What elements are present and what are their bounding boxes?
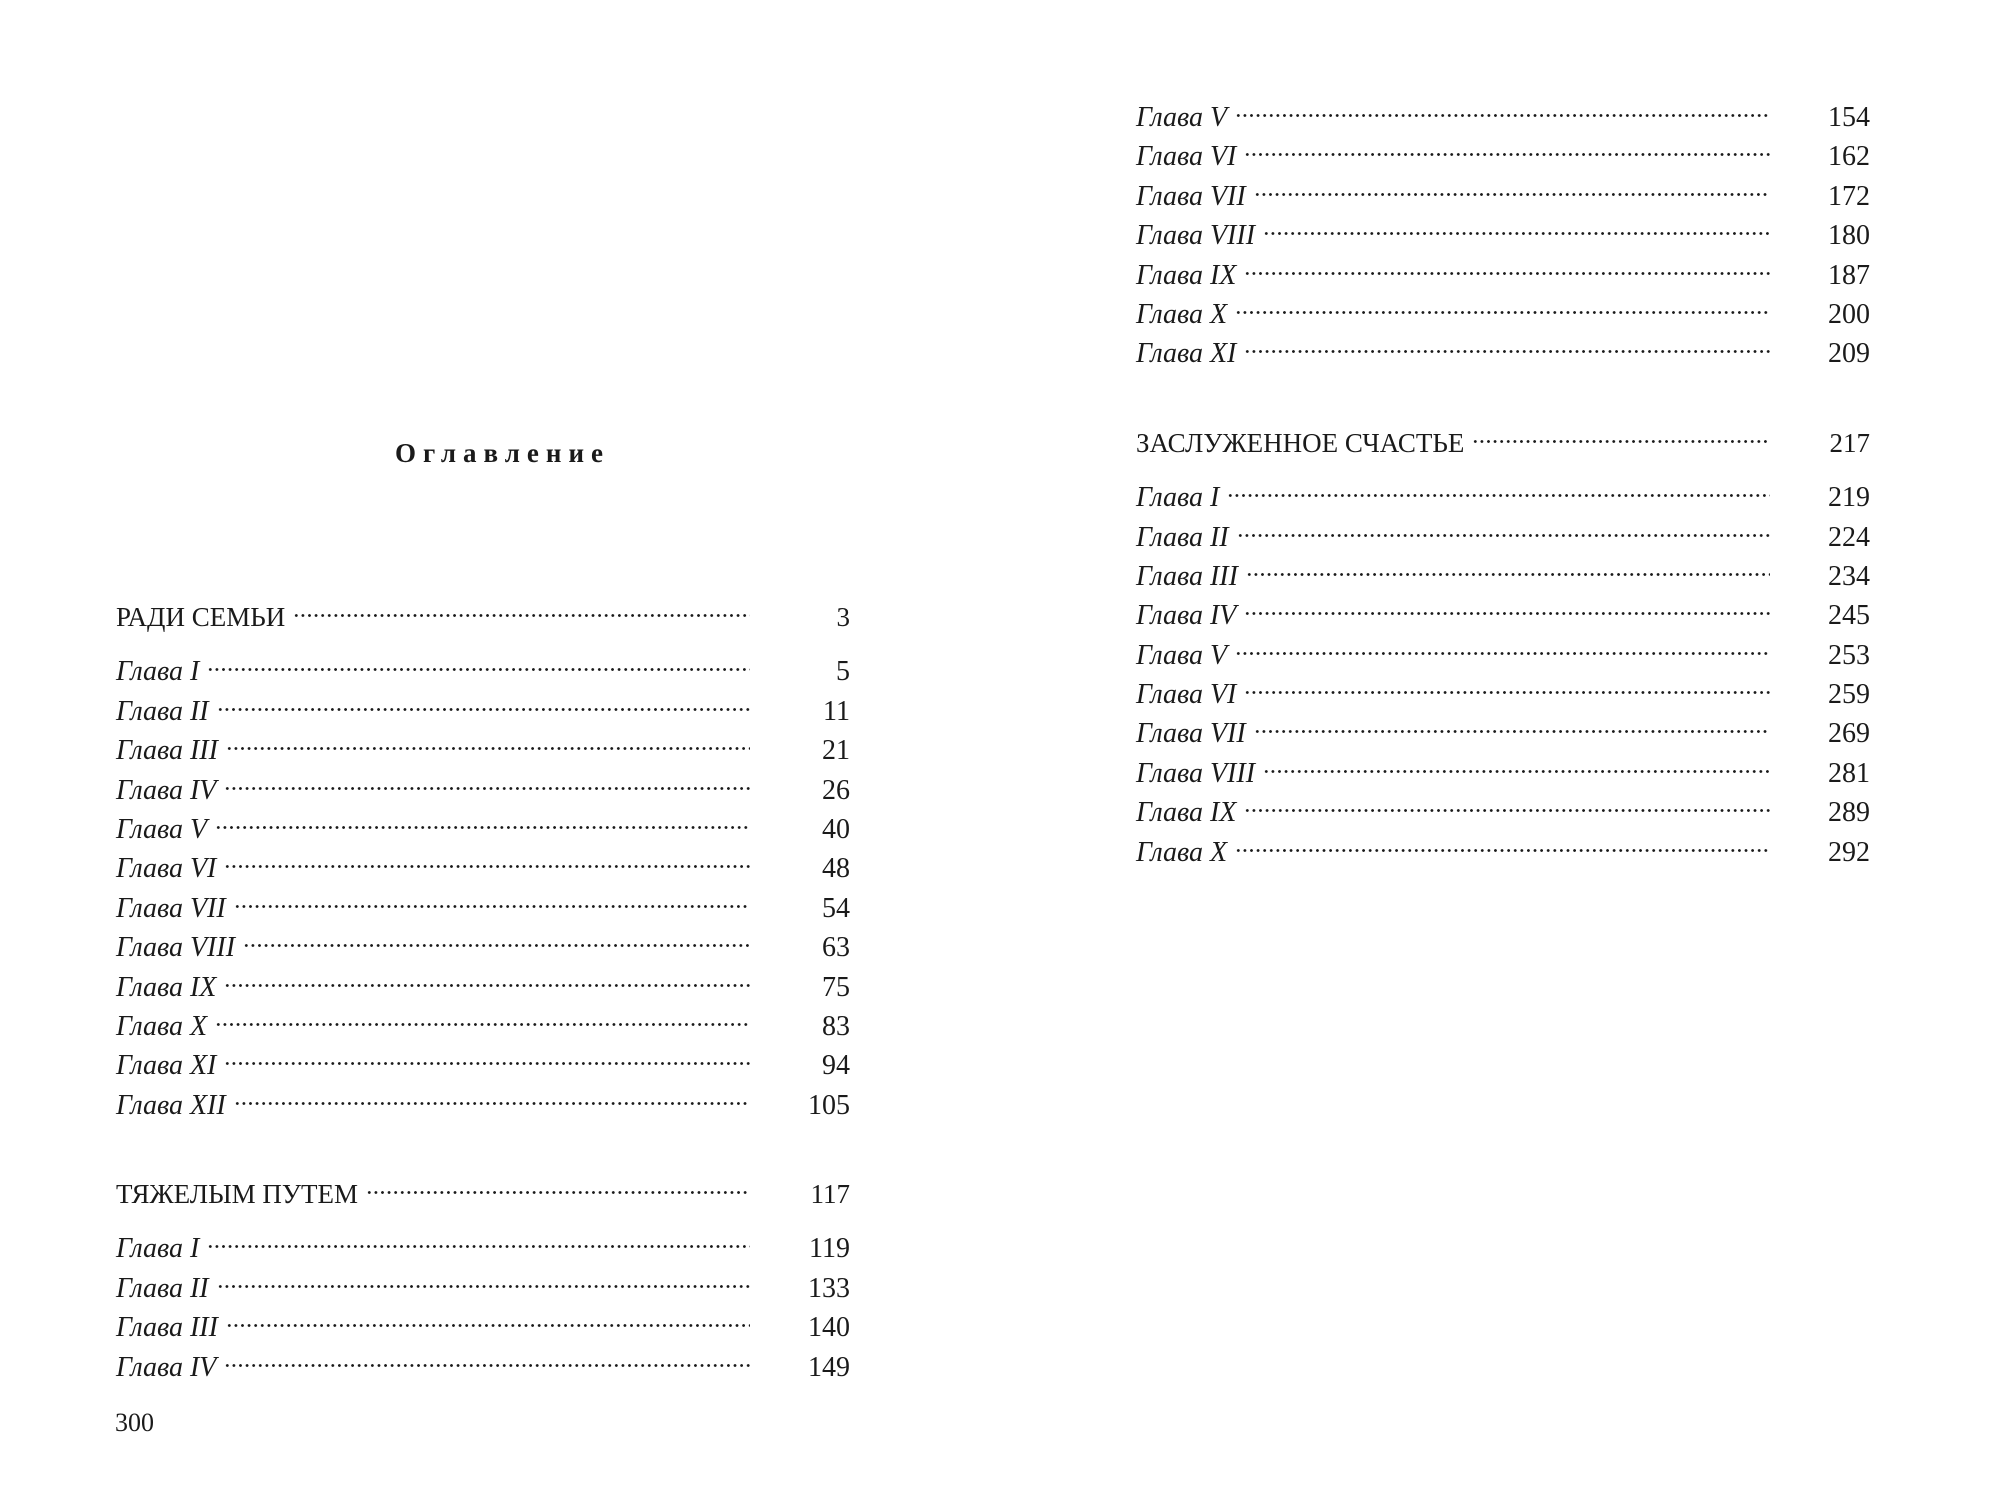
page-number: 187 (1828, 259, 1870, 291)
dot-leader (226, 720, 750, 759)
dot-leader (217, 1258, 750, 1297)
page-number: 48 (822, 853, 850, 885)
toc-chapter-entry[interactable] (116, 1035, 850, 1082)
chapter-title: Глава III (116, 735, 218, 767)
chapter-title: Глава VIII (116, 932, 236, 964)
page-number: 40 (822, 813, 850, 845)
page-number: 234 (1828, 560, 1870, 592)
toc-chapter-entry[interactable] (1136, 507, 1870, 553)
toc-chapter-entry[interactable] (1136, 87, 1870, 133)
toc-list-right (1136, 87, 1870, 868)
toc-chapter-entry[interactable] (116, 838, 850, 885)
chapter-title: Глава XI (1136, 338, 1237, 370)
dot-leader (224, 1337, 750, 1376)
page-number: 83 (822, 1010, 850, 1042)
chapter-title: Глава I (116, 656, 200, 688)
chapter-title: Глава XII (116, 1089, 226, 1121)
dot-leader (1263, 743, 1770, 782)
page-number: 154 (1828, 102, 1870, 133)
dot-leader (207, 1218, 750, 1257)
chapter-title: Глава X (116, 1010, 208, 1042)
toc-chapter-entry[interactable] (1136, 546, 1870, 592)
part-title: ТЯЖЕЛЫМ ПУТЕМ (116, 1179, 359, 1210)
chapter-title: Глава IV (116, 774, 217, 806)
dot-leader (1235, 625, 1770, 664)
chapter-title: Глава I (1136, 482, 1220, 514)
dot-leader (1263, 205, 1770, 244)
part-title: ЗАСЛУЖЕННОЕ СЧАСТЬЕ (1136, 427, 1465, 458)
chapter-title: Глава II (116, 695, 209, 727)
chapter-title: Глава VI (1136, 679, 1237, 711)
dot-leader (1244, 126, 1770, 165)
dot-leader (366, 1164, 750, 1203)
chapter-title: Глава IV (1136, 600, 1237, 632)
dot-leader (217, 681, 750, 720)
chapter-title: Глава IX (1136, 259, 1237, 291)
chapter-title: Глава X (1136, 836, 1228, 868)
page-number: 117 (810, 1179, 850, 1210)
page-number: 3 (836, 602, 850, 632)
page-number: 269 (1828, 718, 1870, 750)
page-number: 172 (1828, 180, 1870, 212)
page-number: 133 (808, 1272, 850, 1304)
page-number: 245 (1828, 600, 1870, 632)
toc-chapter-entry[interactable] (116, 1297, 850, 1344)
page-number: 75 (822, 971, 850, 1003)
chapter-title: Глава II (1136, 521, 1229, 553)
page-number: 217 (1829, 427, 1870, 458)
chapter-title: Глава XI (116, 1050, 217, 1082)
toc-chapter-entry[interactable] (116, 720, 850, 767)
page-folio: 300 (115, 1408, 154, 1437)
dot-leader (207, 641, 750, 680)
dot-leader (1244, 245, 1770, 284)
dot-leader (224, 760, 750, 799)
toc-title: Оглавление (395, 438, 610, 468)
chapter-title: Глава V (1136, 639, 1228, 671)
dot-leader (1254, 703, 1770, 742)
toc-list-left (116, 587, 850, 1383)
dot-leader (1244, 782, 1770, 821)
page-number: 200 (1828, 298, 1870, 330)
chapter-title: Глава X (1136, 298, 1228, 330)
toc-chapter-entry[interactable] (1136, 323, 1870, 370)
toc-chapter-entry[interactable] (116, 1337, 850, 1383)
toc-chapter-entry[interactable] (116, 681, 850, 727)
chapter-title: Глава III (1136, 560, 1238, 592)
chapter-title: Глава V (116, 813, 208, 845)
chapter-title: Глава IX (116, 971, 217, 1003)
chapter-title: Глава V (1136, 102, 1228, 133)
dot-leader (1244, 664, 1770, 703)
part-title: РАДИ СЕМЬИ (116, 602, 286, 632)
toc-chapter-entry[interactable] (1136, 782, 1870, 829)
dot-leader (1472, 413, 1770, 452)
toc-chapter-entry[interactable] (1136, 126, 1870, 173)
toc-chapter-entry[interactable] (1136, 703, 1870, 750)
dot-leader (1244, 323, 1770, 362)
page-number: 209 (1828, 338, 1870, 370)
page-number: 289 (1828, 797, 1870, 829)
spacer (1136, 363, 1870, 413)
toc-chapter-entry[interactable] (116, 1258, 850, 1304)
chapter-title: Глава VI (1136, 141, 1237, 173)
page-number: 162 (1828, 141, 1870, 173)
toc-chapter-entry[interactable] (1136, 166, 1870, 212)
page-number: 253 (1828, 639, 1870, 671)
toc-part-entry[interactable] (1136, 413, 1870, 458)
chapter-title: Глава IX (1136, 797, 1237, 829)
page-number: 140 (808, 1312, 850, 1344)
dot-leader (224, 1035, 750, 1074)
page-number: 180 (1828, 220, 1870, 252)
chapter-title: Глава VIII (1136, 757, 1256, 789)
chapter-title: Глава VII (1136, 180, 1246, 212)
page-number: 105 (808, 1089, 850, 1121)
dot-leader (215, 799, 750, 838)
page-number: 5 (836, 656, 850, 688)
dot-leader (1244, 585, 1770, 624)
chapter-title: Глава VII (1136, 718, 1246, 750)
chapter-title: Глава VIII (1136, 220, 1256, 252)
page-number: 292 (1828, 836, 1870, 868)
toc-chapter-entry[interactable] (116, 1218, 850, 1265)
dot-leader (243, 917, 750, 956)
page-number: 26 (822, 774, 850, 806)
dot-leader (1246, 546, 1770, 585)
page-number: 21 (822, 735, 850, 767)
toc-chapter-entry[interactable] (1136, 625, 1870, 671)
page-number: 11 (823, 695, 850, 727)
dot-leader (1235, 822, 1770, 861)
toc-chapter-entry[interactable] (1136, 664, 1870, 711)
chapter-title: Глава I (116, 1233, 200, 1265)
dot-leader (224, 838, 750, 877)
dot-leader (226, 1297, 750, 1336)
toc-chapter-entry[interactable] (1136, 284, 1870, 330)
page-number: 224 (1828, 521, 1870, 553)
page-number: 149 (808, 1351, 850, 1383)
toc-chapter-entry[interactable] (116, 799, 850, 845)
page-number: 281 (1828, 757, 1870, 789)
chapter-title: Глава VII (116, 892, 226, 924)
toc-chapter-entry[interactable] (116, 878, 850, 924)
dot-leader (234, 878, 750, 917)
toc-chapter-entry[interactable] (116, 641, 850, 688)
chapter-title: Глава III (116, 1312, 218, 1344)
toc-chapter-entry[interactable] (1136, 467, 1870, 514)
dot-leader (1227, 467, 1770, 506)
chapter-title: Глава IV (116, 1351, 217, 1383)
dot-leader (215, 996, 750, 1035)
dot-leader (1254, 166, 1770, 205)
chapter-title: Глава VI (116, 853, 217, 885)
toc-part-entry[interactable] (116, 587, 850, 632)
page-number: 259 (1828, 679, 1870, 711)
chapter-title: Глава II (116, 1272, 209, 1304)
toc-chapter-entry[interactable] (1136, 245, 1870, 291)
page-number: 119 (809, 1233, 850, 1265)
page-number: 219 (1828, 482, 1870, 514)
toc-chapter-entry[interactable] (1136, 585, 1870, 632)
dot-leader (1235, 87, 1770, 126)
dot-leader (1235, 284, 1770, 323)
dot-leader (234, 1075, 750, 1114)
right-page (1000, 0, 2000, 1500)
toc-chapter-entry[interactable] (116, 1075, 850, 1121)
dot-leader (293, 587, 750, 626)
toc-chapter-entry[interactable] (1136, 822, 1870, 868)
toc-part-entry[interactable] (116, 1164, 850, 1210)
toc-chapter-entry[interactable] (116, 957, 850, 1003)
toc-chapter-entry[interactable] (116, 760, 850, 806)
toc-chapter-entry[interactable] (116, 996, 850, 1042)
page-number: 54 (822, 892, 850, 924)
dot-leader (1237, 507, 1770, 546)
page-number: 94 (822, 1050, 850, 1082)
page-number: 63 (822, 932, 850, 964)
dot-leader (224, 957, 750, 996)
